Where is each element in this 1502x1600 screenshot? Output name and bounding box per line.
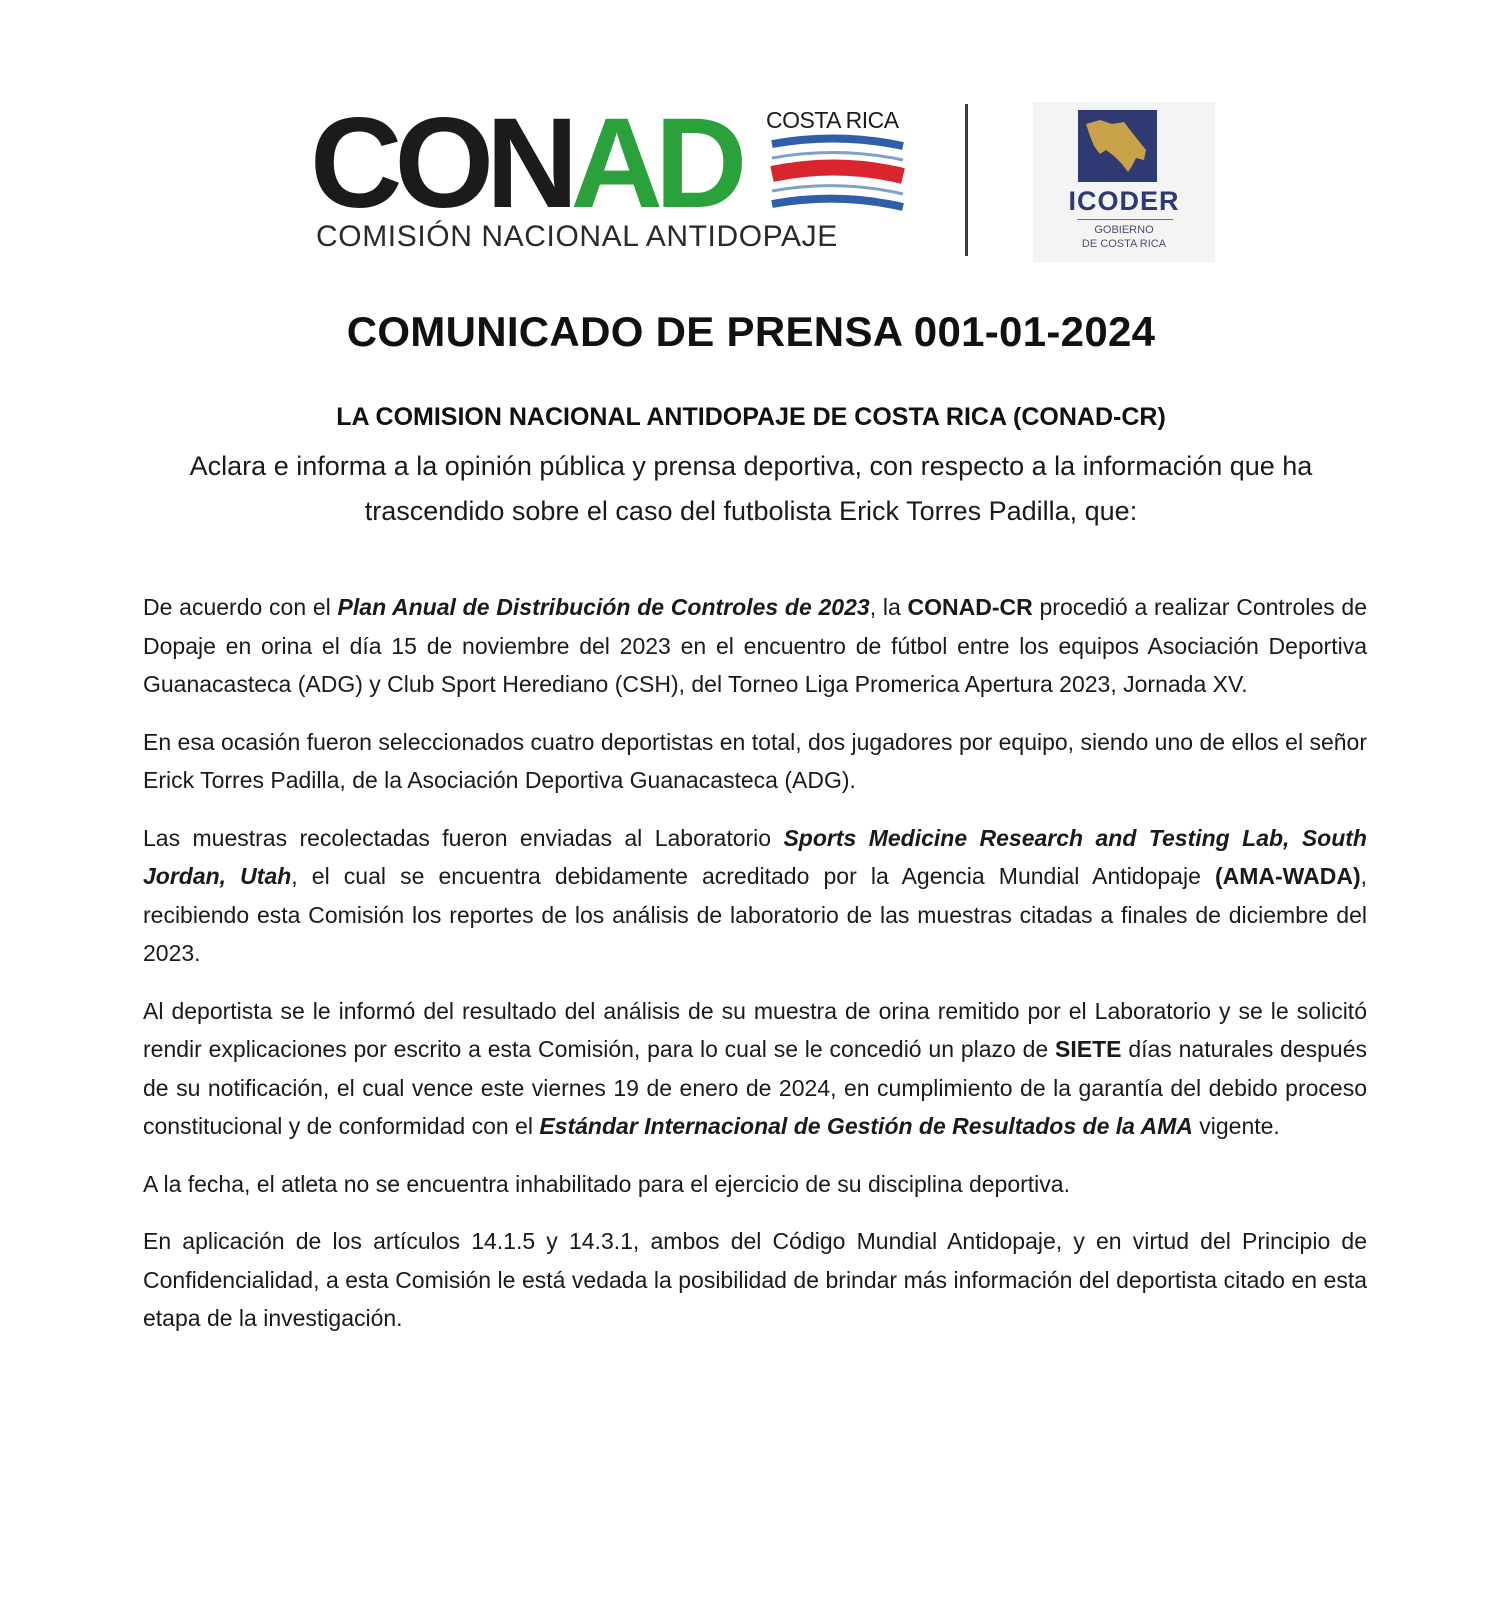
- costa-rica-flag-icon: [770, 134, 905, 216]
- icoder-gov-line1: GOBIERNO: [1094, 224, 1154, 236]
- costa-rica-map-icon: [1078, 110, 1157, 182]
- paragraph-3: Las muestras recolectadas fueron enviadas al Laboratorio Sports Medicine Research and Testing Lab, South Jordan, Utah, el cual se encuentra debidamente acreditado por la Agencia Mundial Antidopaje (AMA-WADA), recibiendo esta Comisión los reportes de los análisis de laboratorio de las muestras citadas a finales de diciembre del 2023.: [143, 824, 1368, 966]
- conad-full-name: COMISIÓN NACIONAL ANTIDOPAJE: [316, 220, 838, 253]
- conad-wordmark: CONAD: [310, 92, 740, 235]
- paragraph-1: De acuerdo con el Plan Anual de Distribución de Controles de 2023, la CONAD-CR procedió a realizar Controles de Dopaje en orina el día 15 de noviembre del 2023 en el encuentro de fútbol entre los equipos Asociación Deportiva Guanacasteca (ADG) y Club Sport Herediano (CSH), del Torneo Liga Promerica Apertura 2023, Jornada XV.: [143, 594, 1367, 697]
- conad-logo: [310, 92, 910, 260]
- conad-country-label: COSTA RICA: [766, 107, 899, 133]
- icoder-logo: [1033, 102, 1215, 262]
- icoder-name: ICODER: [1068, 186, 1180, 216]
- icoder-gov-line2: DE COSTA RICA: [1081, 238, 1167, 250]
- icoder-government-label: [1033, 223, 1215, 251]
- document-title: COMUNICADO DE PRENSA 001-01-2024: [346, 308, 1156, 355]
- logo-divider: [965, 104, 968, 256]
- document-body: [143, 588, 1367, 1357]
- header-logos: [310, 92, 1220, 265]
- paragraph-5: A la fecha, el atleta no se encuentra inhabilitado para el ejercicio de su disciplina deportiva.: [143, 1170, 1070, 1197]
- icoder-rule: [1077, 219, 1173, 220]
- paragraph-6: En aplicación de los artículos 14.1.5 y 14.3.1, ambos del Código Mundial Antidopaje, y en virtud del Principio de Confidencialidad, a esta Comisión le está vedada la posibilidad de brindar más información del deportista citado en esta etapa de la investigación.: [143, 1228, 1367, 1331]
- document-subtitle: LA COMISION NACIONAL ANTIDOPAJE DE COSTA RICA (CONAD-CR): [336, 403, 1166, 431]
- paragraph-4: Al deportista se le informó del resultado del análisis de su muestra de orina remitido por el Laboratorio y se le solicitó rendir explicaciones por escrito a esta Comisión, para lo cual se le concedió un plazo de SIETE días naturales después de su notificación, el cual vence este viernes 19 de enero de 2024, en cumplimiento de la garantía del debido proceso constitucional y de conformidad con el Estándar Internacional de Gestión de Resultados de la AMA vigente.: [143, 997, 1368, 1139]
- paragraph-2: En esa ocasión fueron seleccionados cuatro deportistas en total, dos jugadores por equipo, siendo uno de ellos el señor Erick Torres Padilla, de la Asociación Deportiva Guanacasteca (ADG).: [143, 728, 1367, 793]
- document-intro: Aclara e informa a la opinión pública y prensa deportiva, con respecto a la información que ha trascendido sobre el caso del futbolista Erick Torres Padilla, que:: [189, 451, 1313, 526]
